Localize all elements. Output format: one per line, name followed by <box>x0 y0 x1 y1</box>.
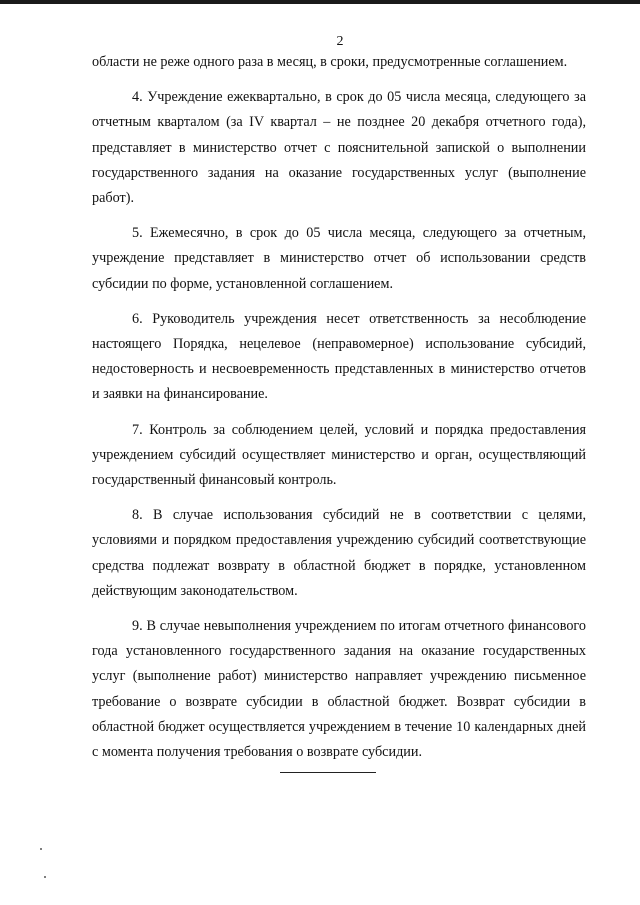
page-number: 2 <box>336 34 344 49</box>
document-body <box>92 50 586 765</box>
paragraph-7: 7. Контроль за соблюдением целей, условий и порядка предоставления учреждением субсидий осуществляет министерство и орган, осуществляющий государственный финансовый контроль. <box>92 421 586 489</box>
top-border-rule <box>0 0 640 4</box>
paragraph-9: 9. В случае невыполнения учреждением по итогам отчетного финансового года установленного государственного задания на оказание государственных услуг (выполнение работ) министерство направляет учреждению письменное требование о возврате субсидии в областной бюджет. Возврат субсидии в областной бюджет осуществляется учреждением в течение 10 календарных дней с момента получения требования о возврате субсидии. <box>92 618 586 761</box>
scan-speck <box>44 876 46 878</box>
paragraph-continuation: области не реже одного раза в месяц, в сроки, предусмотренные соглашением. <box>92 54 568 70</box>
paragraph-5: 5. Ежемесячно, в срок до 05 числа месяца, следующего за отчетным, учреждение представляет в министерство отчет об использовании средств субсидии по форме, установленной соглашением. <box>92 225 586 292</box>
paragraph-4: 4. Учреждение ежеквартально, в срок до 05 числа месяца, следующего за отчетным кварталом (за IV квартал – не позднее 20 декабря отчетного года), представляет в министерство отчет с пояснительной запиской о выполнении государственного задания на оказание государственных услуг (выполнение работ). <box>92 89 586 207</box>
scan-speck <box>40 848 42 850</box>
end-of-text-rule <box>280 772 376 773</box>
paragraph-8: 8. В случае использования субсидий не в соответствии с целями, условиями и порядком предоставления учреждению субсидий соответствующие средства подлежат возврату в областной бюджет в порядке, установленном действующим законодательством. <box>92 507 586 599</box>
paragraph-6: 6. Руководитель учреждения несет ответственность за несоблюдение настоящего Порядка, нецелевое (неправомерное) использование субсидий, недостоверность и несвоевременность представленных в министерство отчетов и заявки на финансирование. <box>92 310 586 403</box>
